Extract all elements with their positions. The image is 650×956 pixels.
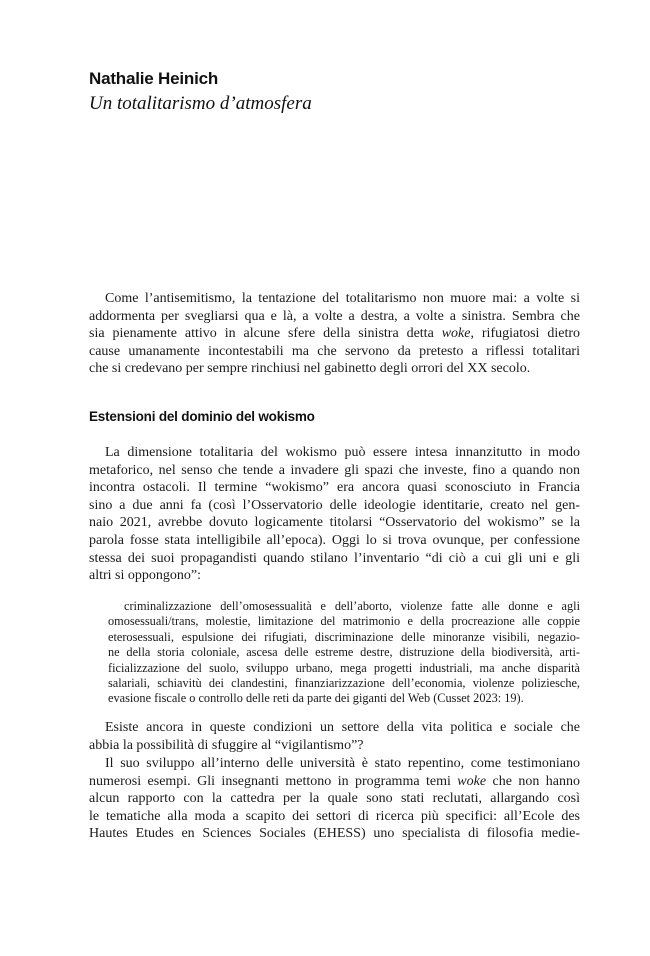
text-line: incontra ostacoli. Il termine “wokismo” era ancora quasi sconosciuto in Francia bbox=[89, 480, 580, 496]
intro-paragraph bbox=[89, 290, 580, 378]
text-line: numerosi esempi. Gli insegnanti mettono in programma temi woke che non hanno bbox=[89, 773, 580, 789]
text-line: stessa dei suoi propagandisti quando stilano l’inventario “di ciò a cui gli uni e gli bbox=[89, 550, 580, 566]
body-paragraph-1 bbox=[89, 444, 580, 585]
text-line: che si credevano per sempre rinchiusi nel gabinetto degli orrori del XX secolo. bbox=[89, 361, 531, 377]
text-line: addormenta per svegliarsi qua e là, a volte a destra, a volte a sinistra. Sembra che bbox=[89, 308, 580, 324]
quote-line: criminalizzazione dell’omosessualità e dell’aborto, violenze fatte alle donne e agli bbox=[124, 599, 580, 613]
text-line: le tematiche alla moda a scapito dei settori di ricerca più specifici: all’Ecole des bbox=[89, 808, 580, 824]
body-paragraph-2 bbox=[89, 719, 580, 754]
quote-line: ne della storia coloniale, ascesa delle estreme destre, distruzione della biodiversità, arti- bbox=[108, 645, 580, 660]
quote-line: ficializzazione del suolo, sviluppo urbano, mega progetti industriali, ma anche disparità bbox=[108, 660, 580, 675]
text-line: sia pienamente attivo in alcune sfere della sinistra detta woke, rifugiatosi dietro bbox=[89, 326, 581, 342]
section-heading: Estensioni del dominio del wokismo bbox=[89, 409, 315, 424]
text-line: La dimensione totalitaria del wokismo può essere intesa innanzitutto in modo bbox=[105, 445, 580, 460]
quote-line: evasione fiscale o controllo delle reti da parte dei giganti del Web (Cusset 2023: 19). bbox=[108, 691, 524, 706]
chapter-title: Un totalitarismo d’atmosfera bbox=[89, 93, 312, 114]
quote-line: omosessuali/trans, molestie, limitazione del matrimonio e della procreazione alle coppie bbox=[108, 614, 580, 629]
text-line: Come l’antisemitismo, la tentazione del totalitarismo non muore mai: a volte si bbox=[105, 291, 580, 306]
block-quote bbox=[108, 599, 580, 707]
text-line: abbia la possibilità di sfuggire al “vigilantismo”? bbox=[89, 737, 364, 753]
text-line: Il suo sviluppo all’interno delle università è stato repentino, come testimoniano bbox=[105, 756, 580, 771]
text-line: naio 2021, avrebbe dovuto logicamente titolarsi “Osservatorio del wokismo” se la bbox=[89, 515, 580, 531]
chapter-author: Nathalie Heinich bbox=[89, 69, 219, 88]
text-line: metaforico, nel senso che tende a invadere gli spazi che investe, fino a quando non bbox=[89, 462, 580, 478]
text-line: alcun rapporto con la cattedra per la quale sono stati reclutati, allargando così bbox=[89, 791, 580, 807]
quote-line: eterosessuali, espulsione dei rifugiati, discriminazione delle minoranze visibili, negazio- bbox=[108, 629, 580, 644]
quote-line: salariali, schiavitù dei clandestini, finanziarizzazione dell’economia, violenze poliziesche, bbox=[108, 675, 580, 690]
text-line: sino a due anni fa (così l’Osservatorio delle ideologie identitarie, creato nel gen- bbox=[89, 497, 580, 513]
text-line: altri si oppongono”: bbox=[89, 568, 201, 584]
text-line: cause umanamente incontestabili ma che servono da pretesto a riflessi totalitari bbox=[89, 343, 580, 359]
body-paragraph-3 bbox=[89, 755, 580, 843]
text-line: Hautes Etudes en Sciences Sociales (EHESS) uno specialista di filosofia medie- bbox=[89, 826, 580, 842]
text-line: Esiste ancora in queste condizioni un settore della vita politica e sociale che bbox=[105, 720, 580, 735]
text-line: parola fosse stata intelligibile all’epoca). Oggi lo si trova ovunque, per confessione bbox=[89, 532, 580, 548]
